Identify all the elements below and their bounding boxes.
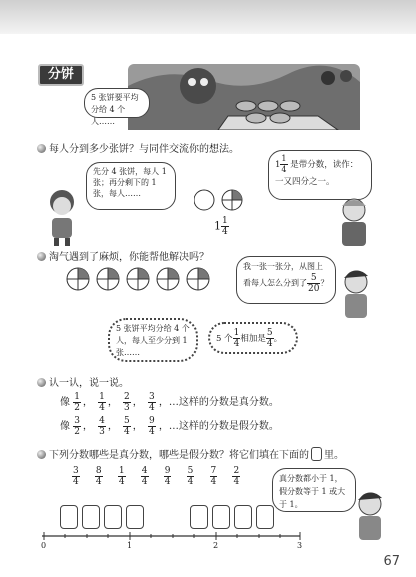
scene-bubble: 5 张饼要平均分给 4 个人…… [84,88,150,118]
answer-box[interactable] [212,505,230,529]
answer-box[interactable] [126,505,144,529]
tick-label: 2 [213,541,219,550]
elder-bubble: 1 $\frac{1}{4}$ 是带分数，读作：一又四分之一。 [268,150,372,200]
question-4: 下列分数哪些是真分数，哪些是假分数？将它们填在下面的 里。 [37,446,344,461]
improper-fraction-row: 像 $\frac{3}{2}$ ， $\frac{4}{3}$ ， $\frac{5}{4}$ ， $\frac{9}{4}$ ，…这样的分数是假分数。 [60,416,279,437]
bullet-icon [37,252,46,261]
number-line [38,530,308,552]
proper-fraction-row: 像 $\frac{1}{2}$ ， $\frac{1}{4}$ ， $\frac{2}{3}$ ， $\frac{3}{4}$ ，…这样的分数是真分数。 [60,392,279,413]
top-band [0,0,416,34]
scene-illustration [128,56,360,130]
fraction-list: $\frac{3}{4}$ $\frac{8}{4}$ $\frac{1}{4}$ $\frac{4}{4}$ $\frac{9}{4}$ $\frac{5}{4}$ $\frac{7}{4}$ $\frac{2}{4}$ [73,466,240,487]
lesson-title: 分饼 [38,64,84,86]
tick-label: 1 [127,541,133,550]
cloud-right: 5 个 $\frac{1}{4}$ 相加是 $\frac{5}{4}$ 。 [208,322,298,354]
answer-box[interactable] [82,505,100,529]
girl-bubble: 先分 4 张饼，每人 1 张；再分剩下的 1 张，每人…… [86,162,176,210]
tick-label: 3 [297,541,303,550]
bullet-icon [37,378,46,387]
answer-box[interactable] [60,505,78,529]
answer-box[interactable] [256,505,274,529]
question-2 [37,248,209,263]
answer-box[interactable] [190,505,208,529]
question-1-text: 每人分到多少张饼？与同伴交流你的想法。 [49,144,239,155]
boy-illustration-top [336,268,376,324]
question-1 [37,140,239,155]
elder-illustration [332,196,378,248]
cloud-left: 5 张饼平均分给 4 个人，每人至少分到 1 张…… [108,318,198,362]
tick-label: 0 [41,541,47,550]
answer-box[interactable] [104,505,122,529]
bullet-icon [37,450,46,459]
inline-box-icon [311,447,322,461]
pie-wholes [194,188,246,212]
question-3-text: 认一认，说一说。 [49,378,129,389]
page-number: 67 [383,554,400,569]
question-2-text: 淘气遇到了麻烦，你能帮他解决吗？ [49,252,209,263]
quartered-pies [66,266,216,292]
boy-illustration-bottom [350,490,390,544]
bullet-icon [37,144,46,153]
boy-bubble-top: 我一张一张分，从图上看每人怎么分到了 $\frac{5}{20}$ ？ [236,256,336,304]
mixed-number: 1 $\frac{1}{4}$ [214,216,228,237]
girl-illustration [42,188,82,246]
question-3 [37,374,129,389]
boy-bubble-bottom: 真分数都小于 1，假分数等于 1 或大于 1。 [272,468,356,512]
answer-box[interactable] [234,505,252,529]
